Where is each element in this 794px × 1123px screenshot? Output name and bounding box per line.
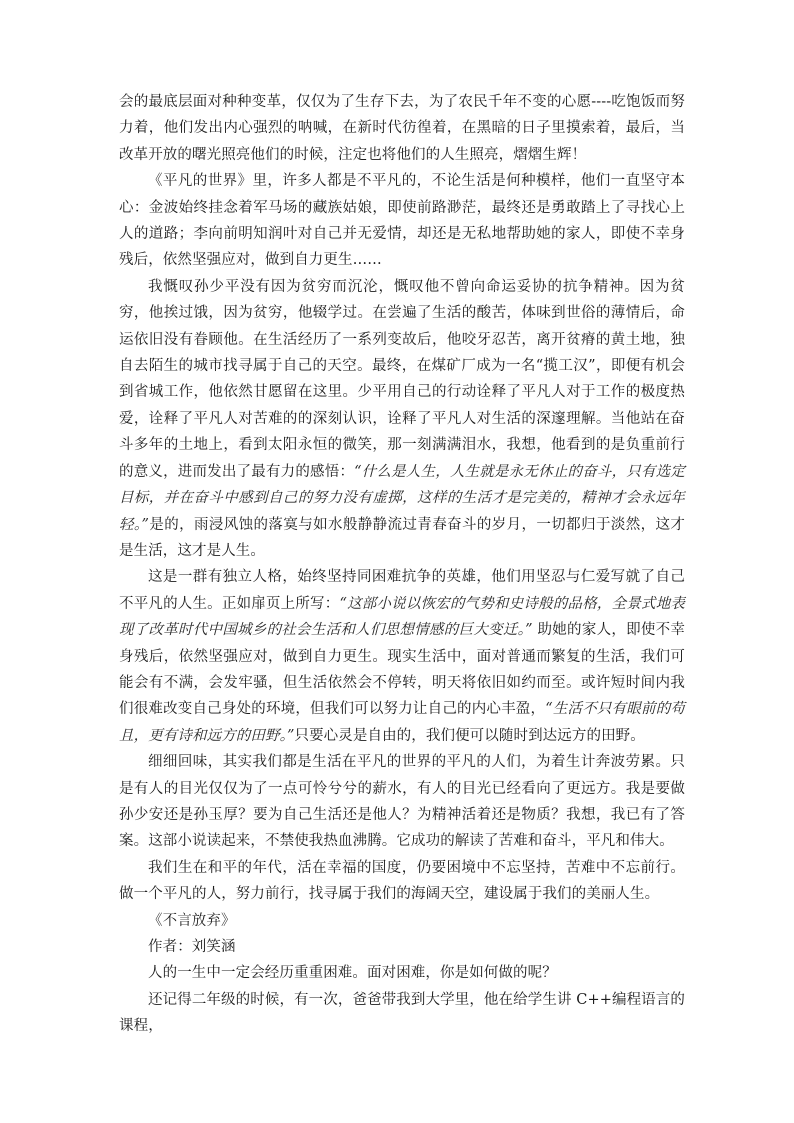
body-text: 《平凡的世界》里，许多人都是不平凡的，不论生活是何种模样，他们一直坚守本心：金波始终挂念着军马场的藏族姑娘，即使前路渺茫，最终还是勇敢踏上了寻找心上人的道路；李向前明知润叶对自己并无爱情，却还是无私地帮助她的家人，即使不幸身残后，依然坚强应对，做到自力更生…… [119,173,685,269]
quotation-text: “什么是人生，人生就是永无休止的奋斗，只有选定目标，并在奋斗中感到自己的努力没有虚掷，这样的生活才是完美的，精神才会永远年轻。” [119,463,685,533]
paragraph [119,564,685,749]
body-text: 还记得二年级的时候，有一次，爸爸带我到大学里，他在给学生讲 C++编程语言的课程， [119,991,685,1035]
paragraph [119,274,685,564]
body-text: 作者：刘笑涵 [148,939,236,955]
body-text: 只要心灵是自由的，我们便可以随时到达远方的田野。 [294,727,645,744]
paragraph [119,908,685,934]
paragraph [119,987,685,1040]
body-text: 会的最底层面对种种变革，仅仅为了生存下去，为了农民千年不变的心愿----吃饱饭而努力着，他们发出内心强烈的呐喊，在新时代彷徨着，在黑暗的日子里摸索着，最后，当改革开放的曙光照亮他们的时候，注定也将他们的人生照亮，熠熠生辉！ [119,94,685,163]
body-text: 助她的家人，即使不幸身残后，依然坚强应对，做到自力更生。现实生活中，面对普通而繁复的生活，我们可能会有不满，会发牢骚，但生活依然会不停转，明天将依旧如约而至。或许短时间内我们很难改变自己身处的环境，但我们可以努力让自己的内心丰盈， [119,622,686,718]
quotation-text: “这部小说以恢宏的气势和史诗般的品格，全景式地表现了改革时代中国城乡的社会生活和人们思想情感的巨大变迁。” [119,595,686,639]
paragraph [119,855,685,908]
paragraph [119,749,685,855]
body-text: 人的一生中一定会经历重重困难。面对困难，你是如何做的呢？ [148,965,557,982]
body-text: 是的，雨浸风蚀的落寞与如水般静静流过青春奋斗的岁月，一切都归于淡然，这才是生活，这才是人生。 [119,516,685,559]
body-text: 这是一群有独立人格，始终坚持同困难抗争的英雄，他们用坚忍与仁爱写就了自己不平凡的人生。正如扉页上所写： [119,569,685,612]
paragraph [119,89,685,168]
body-text: 《不言放弃》 [148,912,236,929]
paragraph [119,934,685,960]
body-text: 我们生在和平的年代，活在幸福的国度，仍要困境中不忘坚持，苦难中不忘前行。做一个平凡的人，努力前行，找寻属于我们的海阔天空，建设属于我们的美丽人生。 [119,859,685,903]
body-text: 细细回味，其实我们都是生活在平凡的世界的平凡的人们，为着生计奔波劳累。只是有人的目光仅仅为了一点可怜兮兮的薪水，有人的目光已经看向了更远方。我是要做孙少安还是孙玉厚？要为自己生活还是他人？为精神活着还是物质？我想，我已有了答案。这部小说读起来，不禁使我热血沸腾。它成功的解读了苦难和奋斗，平凡和伟大。 [119,754,685,850]
paragraph [119,168,685,274]
paragraph [119,960,685,986]
body-text: 我慨叹孙少平没有因为贫穷而沉沦，慨叹他不曾向命运妥协的抗争精神。因为贫穷，他挨过饿，因为贫穷，他辍学过。在尝遍了生活的酸苦，体味到世俗的薄情后，命运依旧没有眷顾他。在生活经历了一系列变故后，他咬牙忍苦，离开贫瘠的黄土地，独自去陌生的城市找寻属于自己的天空。最终，在煤矿厂成为一名“揽工汉”，即便有机会到省城工作，他依然甘愿留在这里。少平用自己的行动诠释了平凡人对于工作的极度热爱，诠释了平凡人对苦难的的深刻认识，诠释了平凡人对生活的深邃理解。当他站在奋斗多年的土地上，看到太阳永恒的微笑，那一刻满满泪水，我想，他看到的是负重前行的意义，进而发出了最有力的感悟： [119,278,685,480]
document-body [119,89,685,1040]
quotation-text: “生活不只有眼前的苟且，更有诗和远方的田野。” [119,701,685,744]
